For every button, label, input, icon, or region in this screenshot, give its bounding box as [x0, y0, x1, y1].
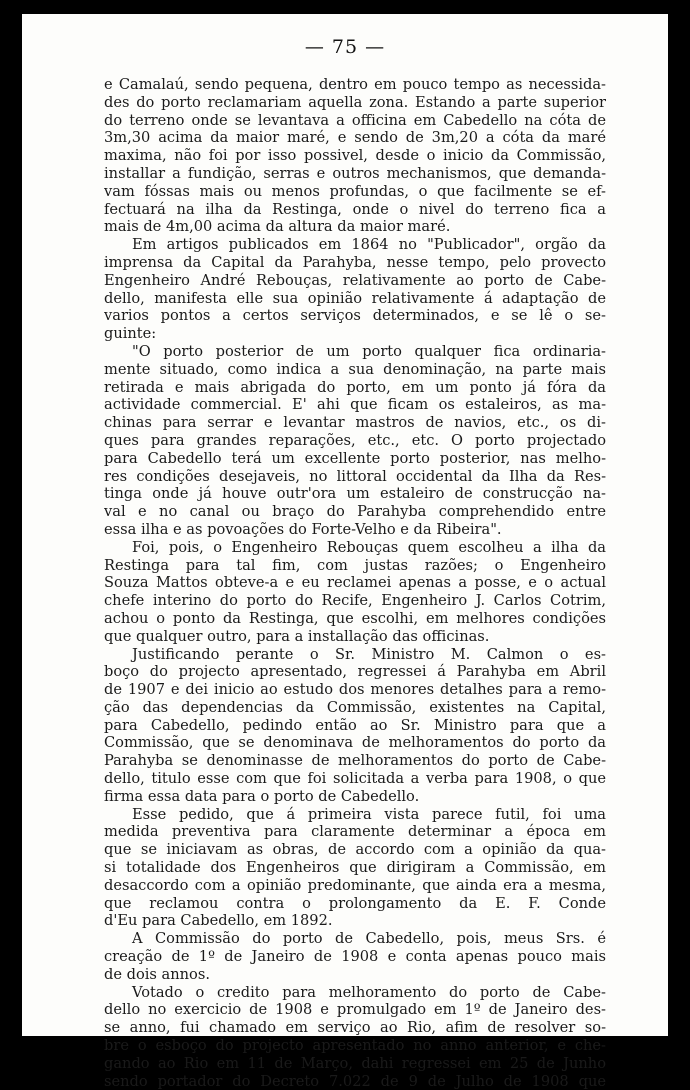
text-line: que se iniciavam as obras, de accordo com a opinião da qua-: [104, 841, 606, 859]
text-line: dello, manifesta elle sua opinião relativamente á adaptação de: [104, 289, 606, 307]
text-line: d'Eu para Cabedello, em 1892.: [104, 912, 333, 930]
text-line: de 1907 e dei inicio ao estudo dos menores detalhes para a remo-: [104, 681, 606, 699]
text-line: sendo portador do Decreto 7.022 de 9 de Julho de 1908 que: [104, 1072, 606, 1090]
text-line: Souza Mattos obteve-a e eu reclamei apenas a posse, e o actual: [104, 574, 606, 592]
text-line: varios pontos a certos serviços determinados, e se lê o se-: [104, 307, 606, 325]
text-line: imprensa da Capital da Parahyba, nesse tempo, pelo provecto: [104, 253, 606, 271]
text-line: firma essa data para o porto de Cabedello.: [104, 787, 420, 805]
text-line: "O porto posterior de um porto qualquer fica ordinaria-: [132, 342, 606, 360]
text-line: de dois annos.: [104, 965, 210, 983]
text-line: medida preventiva para claramente determinar a época em: [104, 823, 606, 841]
text-line: se anno, fui chamado em serviço ao Rio, afim de resolver so-: [104, 1019, 606, 1037]
text-line: installar a fundição, serras e outros mechanismos, que demanda-: [104, 164, 606, 182]
text-line: para Cabedello terá um excellente porto posterior, nas melho-: [104, 449, 606, 467]
text-line: Esse pedido, que á primeira vista parece futil, foi uma: [132, 805, 606, 823]
text-line: tinga onde já houve outr'ora um estaleiro de construcção na-: [104, 485, 606, 503]
text-line: si totalidade dos Engenheiros que dirigiram a Commissão, em: [104, 859, 606, 877]
text-line: Commissão, que se denominava de melhoramentos do porto da: [104, 734, 606, 752]
text-line: Parahyba se denominasse de melhoramentos do porto de Cabe-: [104, 752, 606, 770]
text-line: do terreno onde se levantava a officina em Cabedello na cóta de: [104, 111, 606, 129]
text-line: mente situado, como indica a sua denominação, na parte mais: [104, 360, 606, 378]
text-line: fectuará na ilha da Restinga, onde o nivel do terreno fica a: [104, 200, 606, 218]
text-line: Foi, pois, o Engenheiro Rebouças quem escolheu a ilha da: [132, 538, 606, 556]
page-number: — 75 —: [304, 36, 386, 58]
text-line: essa ilha e as povoações do Forte-Velho e da Ribeira".: [104, 520, 502, 538]
text-line: val e no canal ou braço do Parahyba comprehendido entre: [104, 503, 606, 521]
text-line: ção das dependencias da Commissão, existentes na Capital,: [104, 698, 606, 716]
text-line: vam fóssas mais ou menos profundas, o que facilmente se ef-: [104, 182, 606, 200]
text-line: achou o ponto da Restinga, que escolhi, em melhores condições: [104, 609, 606, 627]
text-line: que qualquer outro, para a installação das officinas.: [104, 627, 490, 645]
text-line: creação de 1º de Janeiro de 1908 e conta apenas pouco mais: [104, 948, 606, 966]
text-line: dello no exercicio de 1908 e promulgado em 1º de Janeiro des-: [104, 1001, 606, 1019]
text-line: Justificando perante o Sr. Ministro M. Calmon o es-: [132, 645, 606, 663]
text-line: retirada e mais abrigada do porto, em um ponto já fóra da: [104, 378, 606, 396]
text-line: boço do projecto apresentado, regressei á Parahyba em Abril: [104, 663, 606, 681]
text-line: chinas para serrar e levantar mastros de navios, etc., os di-: [104, 414, 606, 432]
text-line: guinte:: [104, 325, 157, 343]
text-line: ques para grandes reparações, etc., etc. O porto projectado: [104, 431, 606, 449]
text-line: res condições desejaveis, no littoral occidental da Ilha da Res-: [104, 467, 606, 485]
text-line: Em artigos publicados em 1864 no "Publicador", orgão da: [132, 236, 606, 254]
text-line: chefe interino do porto do Recife, Engenheiro J. Carlos Cotrim,: [104, 592, 606, 610]
text-line: que reclamou contra o prolongamento da E. F. Conde: [104, 894, 606, 912]
text-line: maxima, não foi por isso possivel, desde o inicio da Commissão,: [104, 147, 606, 165]
text-line: desaccordo com a opinião predominante, que ainda era a mesma,: [104, 876, 606, 894]
text-line: gando ao Rio em 11 de Março, dahi regressei em 25 de Junho: [104, 1054, 606, 1072]
text-line: 3m,30 acima da maior maré, e sendo de 3m,20 a cóta da maré: [104, 129, 606, 147]
text-line: para Cabedello, pedindo então ao Sr. Ministro para que a: [104, 716, 606, 734]
text-line: e Camalaú, sendo pequena, dentro em pouco tempo as necessida-: [104, 76, 606, 93]
text-line: dello, titulo esse com que foi solicitada a verba para 1908, o que: [104, 770, 606, 788]
text-line: Restinga para tal fim, com justas razões; o Engenheiro: [104, 556, 606, 574]
text-line: des do porto reclamariam aquella zona. Estando a parte superior: [104, 93, 606, 111]
body-text: [104, 76, 606, 1090]
text-line: Engenheiro André Rebouças, relativamente ao porto de Cabe-: [104, 271, 606, 289]
text-line: actividade commercial. E' ahi que ficam os estaleiros, as ma-: [104, 396, 606, 414]
text-line: A Commissão do porto de Cabedello, pois, meus Srs. é: [132, 930, 606, 948]
text-line: mais de 4m,00 acima da altura da maior maré.: [104, 218, 451, 236]
text-line: bre o esboço do projecto apresentado no anno anterior, e che-: [104, 1037, 606, 1055]
page-sheet: [22, 14, 668, 1090]
text-line: Votado o credito para melhoramento do porto de Cabe-: [132, 983, 606, 1001]
